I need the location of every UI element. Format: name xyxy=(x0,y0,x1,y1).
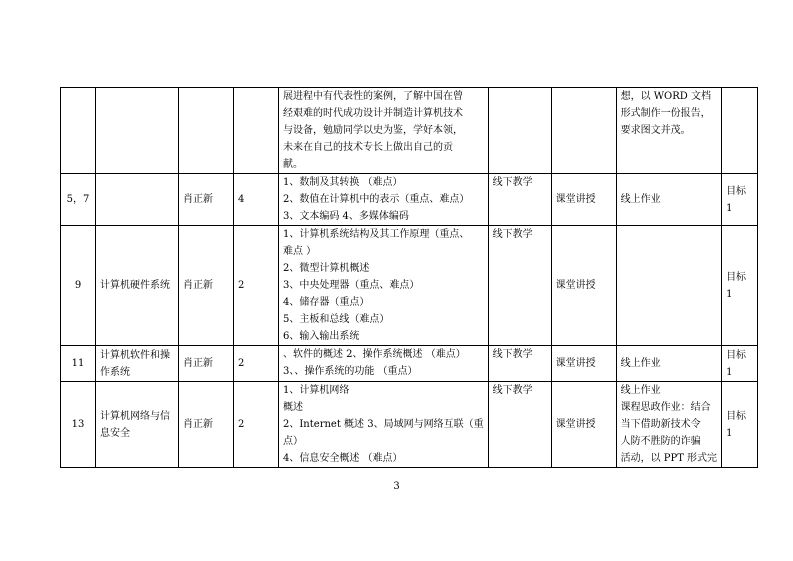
homework-cell xyxy=(616,226,721,346)
table-row xyxy=(61,174,758,226)
table-row xyxy=(61,226,758,346)
content-cell xyxy=(279,382,489,468)
method-cell: 课堂讲授 xyxy=(551,226,616,346)
target-cell: 目标 1 xyxy=(722,174,758,226)
cell-line: 要求图文并茂。 xyxy=(620,125,691,136)
table-row xyxy=(61,88,758,174)
cell-line: 2、数值在计算机中的表示（重点、难点） xyxy=(283,194,470,205)
target-cell xyxy=(722,88,758,174)
target-cell: 目标 1 xyxy=(722,346,758,382)
cell-line: 线上作业 xyxy=(620,194,661,205)
teacher-cell: 肖正新 xyxy=(179,382,234,468)
cell-line: 1、计算机网络 xyxy=(283,385,350,396)
cell-line: 4、储存器（重点） xyxy=(283,297,370,308)
cell-line: 与设备，勉励同学以史为鉴，学好本领， xyxy=(283,125,463,136)
hours-cell: 4 xyxy=(234,174,279,226)
cell-line: 2、微型计算机概述 xyxy=(283,263,370,274)
hours-cell xyxy=(234,88,279,174)
cell-line: 课程思政作业：结合 xyxy=(620,402,711,413)
cell-line: 线上作业 xyxy=(620,358,661,369)
cell-line: 3、中央处理器（重点、难点） xyxy=(283,280,420,291)
schedule-table xyxy=(60,87,758,468)
method-cell: 课堂讲授 xyxy=(551,174,616,226)
week-cell: 5，7 xyxy=(61,174,96,226)
cell-line: 展进程中有代表性的案例，了解中国在曾 xyxy=(283,91,463,102)
mode-cell: 线下教学 xyxy=(488,226,551,346)
mode-cell xyxy=(488,88,551,174)
mode-cell: 线下教学 xyxy=(488,346,551,382)
mode-cell: 线下教学 xyxy=(488,174,551,226)
cell-line: 人防不胜防的诈骗 xyxy=(620,436,701,447)
method-cell: 课堂讲授 xyxy=(551,382,616,468)
cell-line: 3、文本编码 4、多媒体编码 xyxy=(283,211,409,222)
cell-line: 计算机网络与信 xyxy=(100,410,170,422)
teacher-cell xyxy=(179,88,234,174)
cell-line: 线上作业 xyxy=(620,385,661,396)
cell-line: 作系统 xyxy=(100,366,130,378)
cell-line: 息安全 xyxy=(100,427,130,439)
week-cell: 11 xyxy=(61,346,96,382)
cell-line: 点） xyxy=(283,436,303,447)
teacher-cell: 肖正新 xyxy=(179,226,234,346)
homework-cell xyxy=(616,88,721,174)
content-cell xyxy=(279,88,489,174)
week-cell xyxy=(61,88,96,174)
method-cell xyxy=(551,88,616,174)
cell-line: 1、数制及其转换 （难点） xyxy=(283,177,403,188)
week-cell: 9 xyxy=(61,226,96,346)
topic-cell xyxy=(96,346,179,382)
mode-cell: 线下教学 xyxy=(488,382,551,468)
cell-line: 当下借助新技术令 xyxy=(620,419,701,430)
teacher-cell: 肖正新 xyxy=(179,346,234,382)
cell-line: 3、、操作系统的功能 （重点） xyxy=(283,366,418,377)
cell-line: 6、输入输出系统 xyxy=(283,331,360,342)
target-cell: 目标 1 xyxy=(722,226,758,346)
content-cell xyxy=(279,346,489,382)
target-cell: 目标 1 xyxy=(722,382,758,468)
cell-line: 计算机软件和操 xyxy=(100,349,170,361)
hours-cell: 2 xyxy=(234,226,279,346)
hours-cell: 2 xyxy=(234,382,279,468)
cell-line: 献。 xyxy=(283,159,303,170)
cell-line: 2、Internet 概述 3、局域网与网络互联（重 xyxy=(283,419,484,430)
cell-line: 概述 xyxy=(283,402,303,413)
table-row xyxy=(61,382,758,468)
teacher-cell: 肖正新 xyxy=(179,174,234,226)
topic-cell xyxy=(96,382,179,468)
cell-line: 未来在自己的技术专长上做出自己的贡 xyxy=(283,142,453,153)
homework-cell xyxy=(616,382,721,468)
week-cell: 13 xyxy=(61,382,96,468)
hours-cell: 2 xyxy=(234,346,279,382)
cell-line: 4、信息安全概述 （难点） xyxy=(283,453,403,464)
cell-line: 5、主板和总线（难点） xyxy=(283,314,390,325)
content-cell xyxy=(279,174,489,226)
cell-line: 经艰难的时代成功设计并制造计算机技术 xyxy=(283,108,463,119)
cell-line: 形式制作一份报告， xyxy=(620,108,711,119)
homework-cell xyxy=(616,346,721,382)
cell-line: 难点 ） xyxy=(283,246,317,257)
cell-line: 1、计算机系统结构及其工作原理（重点、 xyxy=(283,229,470,240)
page-number: 3 xyxy=(393,481,400,492)
cell-line: 、软件的概述 2、操作系统概述 （难点） xyxy=(283,349,466,360)
topic-cell xyxy=(96,226,179,346)
method-cell: 课堂讲授 xyxy=(551,346,616,382)
content-cell xyxy=(279,226,489,346)
table-row xyxy=(61,346,758,382)
cell-line: 活动，以 PPT 形式完 xyxy=(620,453,718,464)
topic-cell xyxy=(96,174,179,226)
cell-line: 计算机硬件系统 xyxy=(100,280,170,291)
cell-line: 想，以 WORD 文档 xyxy=(620,91,711,102)
homework-cell xyxy=(616,174,721,226)
topic-cell xyxy=(96,88,179,174)
